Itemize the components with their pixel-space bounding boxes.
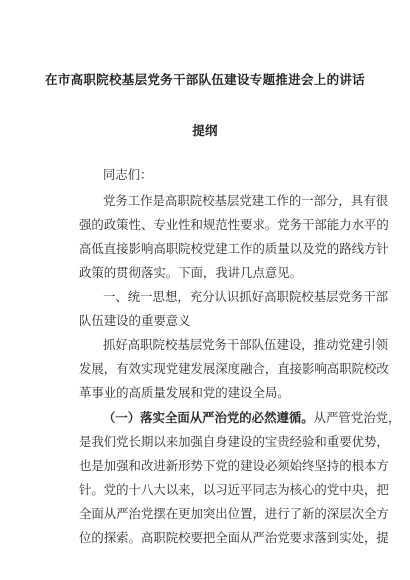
paragraph-line: 位的探索。高职院校要把全面从严治党要求落到实处，提 xyxy=(79,530,389,545)
paragraph-line: 也是加强和改进新形势下党的建设必须始终坚持的根本方 xyxy=(79,458,389,473)
subsection-text: 从严管党治党， xyxy=(313,410,401,425)
paragraph-line: 抓好高职院校基层党务干部队伍建设，推动党建引领 xyxy=(103,337,388,352)
paragraph-line: 政策的贯彻落实。下面，我讲几点意见。 xyxy=(79,265,303,280)
subsection-line xyxy=(103,410,400,426)
salutation-line: 同志们： xyxy=(103,167,153,182)
paragraph-line: 发展，有效实现党建发展深度融合，直接影响高职院校改 xyxy=(79,361,389,376)
paragraph-line: 针。党的十八大以来，以习近平同志为核心的党中央，把 xyxy=(79,482,389,497)
document-subtitle: 提纲 xyxy=(192,123,218,138)
subsection-heading: （一）落实全面从严治党的必然遵循。 xyxy=(103,410,314,425)
paragraph-line: 高低直接影响高职院校党建工作的质量以及党的路线方针 xyxy=(79,241,389,256)
paragraph-line: 是我们党长期以来加强自身建设的宝贵经验和重要优势， xyxy=(79,434,389,449)
paragraph-line: 党务工作是高职院校基层党建工作的一部分，具有很 xyxy=(103,193,388,208)
document-title: 在市高职院校基层党务干部队伍建设专题推进会上的讲话 xyxy=(44,72,365,87)
paragraph-line: 强的政策性、专业性和规范性要求。党务干部能力水平的 xyxy=(79,217,389,232)
paragraph-line: 革事业的高质量发展和党的建设全局。 xyxy=(79,385,290,400)
section-heading-line: 一、统一思想，充分认识抓好高职院校基层党务干部 xyxy=(103,289,388,304)
paragraph-line: 全面从严治党摆在更加突出位置，进行了新的深层次全方 xyxy=(79,506,389,521)
section-heading-line: 队伍建设的重要意义 xyxy=(79,313,191,328)
